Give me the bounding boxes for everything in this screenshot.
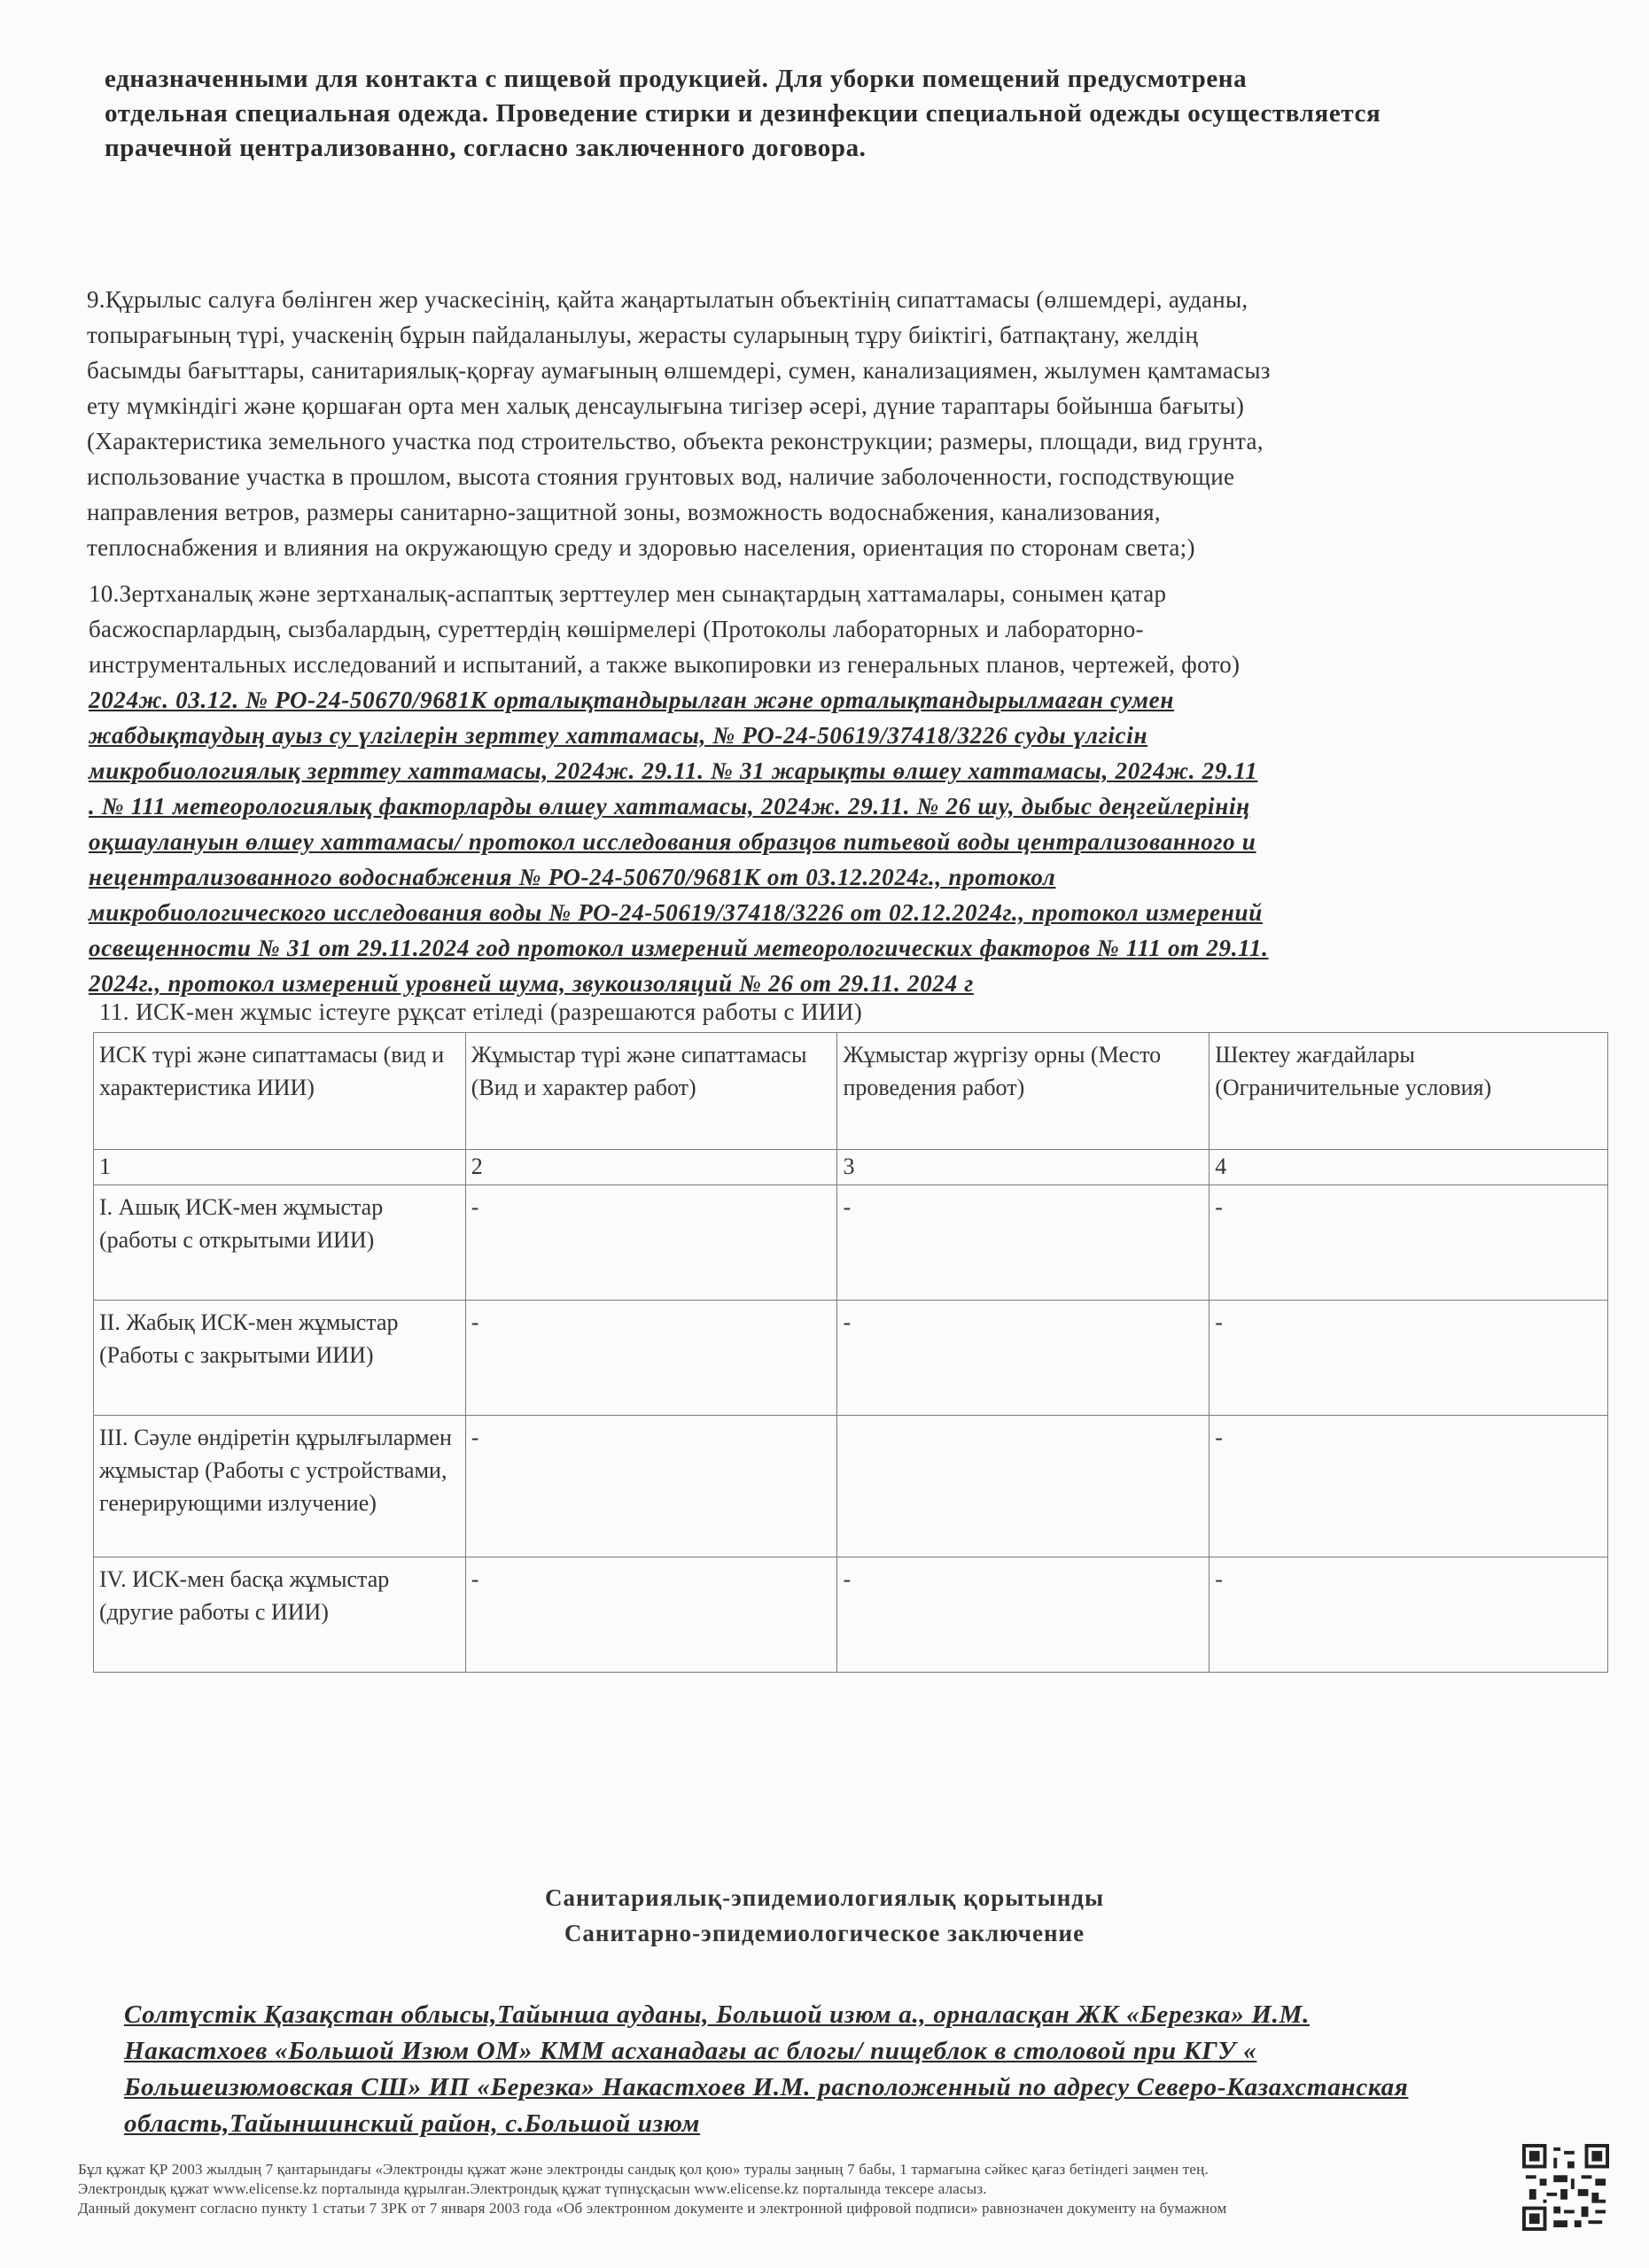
section-10-heading-line: инструментальных исследований и испытаний, а также выкопировки из генеральных планов, чертежей, фото) [89,651,1241,678]
work-place-cell: - [837,1185,1210,1301]
qr-code-icon [1522,2144,1609,2231]
section-9 [87,282,1271,565]
restrictions-cell: - [1210,1416,1608,1557]
restrictions-cell: - [1210,1185,1608,1301]
number-cell: 4 [1210,1150,1608,1185]
conclusion-title-ru: Санитарно-эпидемиологическое заключение [564,1920,1085,1946]
section-9-line: ету мүмкіндігі және қоршаған орта мен халық денсаулығына тигізер әсері, дүние тараптары бойынша бағыты) [87,392,1245,419]
conclusion-title-kz: Санитариялық-эпидемиологиялық қорытынды [544,1884,1105,1911]
source-type-cell: III. Сәуле өндіретін құрылғылармен жұмыстар (Работы с устройствами, генерирующими излучение) [94,1416,466,1557]
section-9-line: использование участка в прошлом, высота стояния грунтовых вод, наличие заболоченности, господствующие [87,463,1235,490]
header-cell: Шектеу жағдайлары (Ограничительные условия) [1210,1033,1608,1150]
address-line: Солтүстік Қазақстан облысы,Тайынша ауданы, Большой изюм а., орналасқан ЖК «Березка» И.М. [124,2000,1311,2029]
radiation-sources-table [93,1032,1608,1673]
section-10-protocol-line: освещенности № 31 от 29.11.2024 год протокол измерений метеорологических факторов № 111 от 29.11. [89,935,1269,961]
work-type-cell: - [465,1301,837,1416]
section-10-protocol-line: жабдықтаудың ауыз су үлгілерін зерттеу хаттамасы, № РО-24-50619/37418/3226 суды үлгісін [89,722,1148,749]
table-row [94,1301,1608,1416]
intro-line: прачечной централизованно, согласно заключенного договора. [105,134,867,162]
restrictions-cell: - [1210,1301,1608,1416]
work-type-cell: - [465,1557,837,1673]
number-cell: 2 [465,1150,837,1185]
intro-paragraph [105,62,1381,166]
address-line: область,Тайыншинский район, с.Большой изюм [124,2109,701,2138]
section-10-protocol-line: микробиологиялық зерттеу хаттамасы, 2024ж. 29.11. № 31 жарықты өлшеу хаттамасы, 2024ж. 29.11 [89,757,1258,784]
source-type-cell: II. Жабық ИСК-мен жұмыстар (Работы с закрытыми ИИИ) [94,1301,466,1416]
intro-line: едназначенными для контакта с пищевой продукцией. Для уборки помещений предусмотрена [105,65,1248,93]
section-10-protocol-line: 2024г., протокол измерений уровней шума, звукоизоляций № 26 от 29.11. 2024 г [89,970,974,997]
table-number-row [94,1150,1608,1185]
intro-line: отдельная специальная одежда. Проведение стирки и дезинфекции специальной одежды осуществляется [105,99,1381,128]
section-9-line: (Характеристика земельного участка под строительство, объекта реконструкции; размеры, площади, вид грунта, [87,428,1264,454]
section-10-heading-line: басжоспарлардың, сызбалардың, суреттердің көшірмелері (Протоколы лабораторных и лабораторно- [89,616,1144,642]
source-type-cell: IV. ИСК-мен басқа жұмыстар (другие работы с ИИИ) [94,1557,466,1673]
section-9-line: теплоснабжения и влияния на окружающую среду и здоровью населения, ориентация по сторонам света;) [87,534,1195,561]
header-cell: Жұмыстар жүргізу орны (Место проведения работ) [837,1033,1210,1150]
header-cell: Жұмыстар түрі және сипаттамасы (Вид и характер работ) [465,1033,837,1150]
restrictions-cell: - [1210,1557,1608,1673]
footer-legal-note [78,2160,1227,2218]
table-row [94,1416,1608,1557]
footer-line: Данный документ согласно пункту 1 статьи 7 ЗРК от 7 января 2003 года «Об электронном документе и электронной цифровой подписи» равнозначен документу на бумажном [78,2200,1227,2217]
section-9-line: топырағының түрі, учаскенің бұрын пайдаланылуы, жерасты суларының тұру биіктігі, батпақтану, желдің [87,322,1199,348]
footer-line: Бұл құжат ҚР 2003 жылдың 7 қантарындағы «Электронды құжат және электронды сандық қол қою» туралы заңның 7 бабы, 1 тармағына сәйкес қағаз бетіндегі заңмен тең. [78,2161,1209,2178]
section-10 [89,576,1269,1001]
footer-line: Электрондық құжат www.elicense.kz порталында құрылған.Электрондық құжат түпнұсқасын www.elicense.kz порталында тексере аласыз. [78,2180,987,2197]
section-10-protocol-line: . № 111 метеорологиялық факторларды өлшеу хаттамасы, 2024ж. 29.11. № 26 шу, дыбыс деңгейлерінің [89,793,1250,819]
section-10-protocol-line: 2024ж. 03.12. № РО-24-50670/9681К орталықтандырылған және орталықтандырылмаған сумен [89,687,1175,713]
header-cell: ИСК түрі және сипаттамасы (вид и характеристика ИИИ) [94,1033,466,1150]
table-header-row [94,1033,1608,1150]
address-line: Большеизюмовская СШ» ИП «Березка» Накастхоев И.М. расположенный по адресу Северо-Казахстанская [124,2073,1409,2101]
section-10-heading-line: 10.Зертханалық және зертханалық-аспаптық зерттеулер мен сынақтардың хаттамалары, сонымен қатар [89,580,1167,607]
work-place-cell: - [837,1557,1210,1673]
section-9-line: 9.Құрылыс салуға бөлінген жер учаскесінің, қайта жаңартылатын объектінің сипаттамасы (өлшемдері, ауданы, [87,286,1248,313]
number-cell: 3 [837,1150,1210,1185]
source-type-cell: I. Ашық ИСК-мен жұмыстар (работы с открытыми ИИИ) [94,1185,466,1301]
address-line: Накастхоев «Большой Изюм ОМ» КММ асханадағы ас блогы/ пищеблок в столовой при КГУ « [124,2037,1257,2065]
section-10-protocol-line: микробиологического исследования воды № РО-24-50619/37418/3226 от 02.12.2024г., протокол измерений [89,899,1263,926]
work-place-cell [837,1416,1210,1557]
work-place-cell: - [837,1301,1210,1416]
section-10-protocol-line: оқшаулануын өлшеу хаттамасы/ протокол исследования образцов питьевой воды централизованного и [89,828,1256,855]
object-address [124,1997,1408,2142]
section-11-heading: 11. ИСК-мен жұмыс істеуге рұқсат етіледі (разрешаются работы с ИИИ) [99,998,863,1025]
section-10-protocol-line: нецентрализованного водоснабжения № РО-24-50670/9681К от 03.12.2024г., протокол [89,864,1056,890]
number-cell: 1 [94,1150,466,1185]
conclusion-title [0,1880,1649,1951]
section-9-line: басымды бағыттары, санитариялық-қорғау аумағының өлшемдері, сумен, канализациямен, жылумен қамтамасыз [87,357,1271,384]
table-row [94,1557,1608,1673]
section-9-line: направления ветров, размеры санитарно-защитной зоны, возможность водоснабжения, канализования, [87,499,1161,525]
work-type-cell: - [465,1185,837,1301]
table-row [94,1185,1608,1301]
work-type-cell: - [465,1416,837,1557]
